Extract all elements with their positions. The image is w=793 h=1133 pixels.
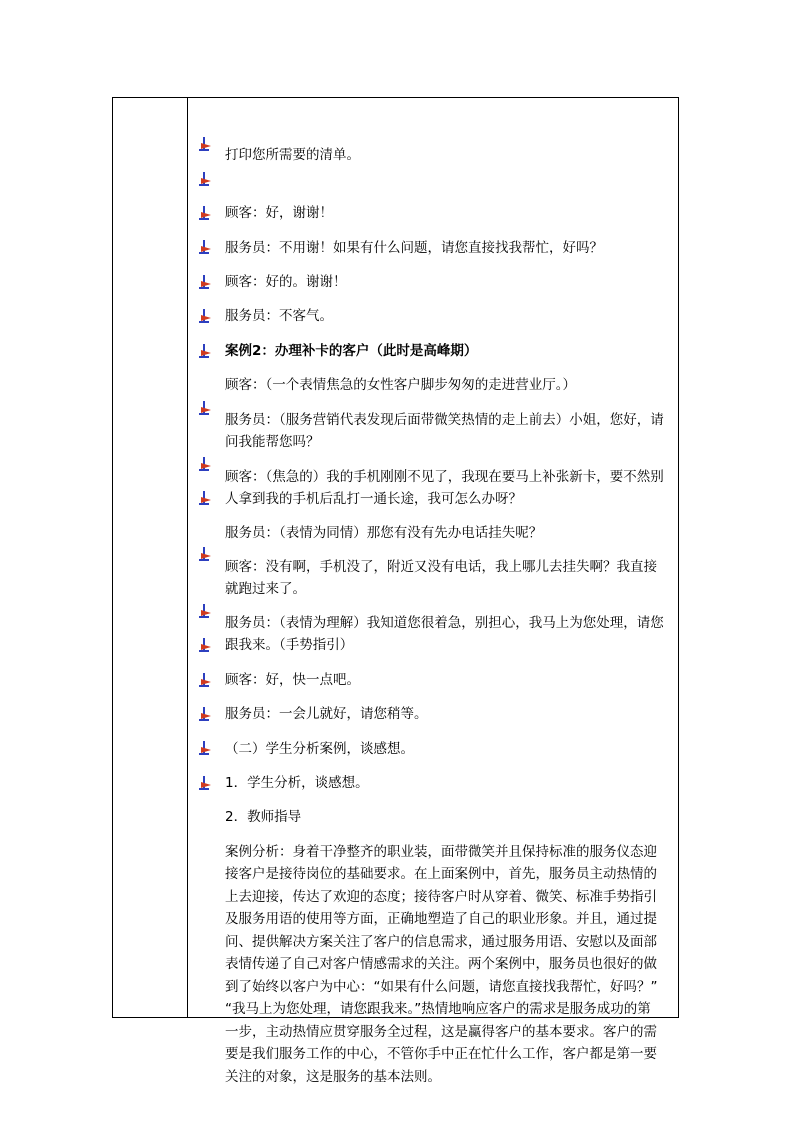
bullet-arrow-icon [197, 206, 213, 222]
bullet-arrow-icon [197, 457, 213, 473]
bullet-arrow-icon [197, 275, 213, 291]
line-text: 打印您所需要的清单。 [225, 147, 360, 163]
bullet-arrow-icon [197, 309, 213, 325]
line-text: 案例2：办理补卡的客户（此时是高峰期） [225, 342, 478, 359]
bullet-arrow-icon [197, 547, 213, 563]
line-text: 服务员：一会儿就好，请您稍等。 [225, 705, 428, 722]
bullet-arrow-icon [197, 137, 213, 153]
line-text: 顾客：好的。谢谢！ [225, 273, 347, 290]
left-column [113, 98, 188, 1017]
line-text: 2．教师指导 [225, 808, 302, 825]
bullet-arrow-icon [197, 240, 213, 256]
line-text: 服务员：（服务营销代表发现后面带微笑热情的走上前去）小姐，您好，请 问我能帮您吗？ [225, 411, 664, 450]
bullet-arrow-icon [197, 673, 213, 689]
line-text: 服务员：（表情为理解）我知道您很着急，别担心，我马上为您处理，请您 跟我来。（手势指引） [225, 614, 664, 653]
bullet-arrow-icon [197, 707, 213, 723]
line-text: 服务员：不用谢！如果有什么问题，请您直接找我帮忙，好吗？ [225, 239, 603, 256]
bullet-arrow-icon [197, 604, 213, 620]
line-text: 案例分析：身着干净整齐的职业装，面带微笑并且保持标准的服务仪态迎 接客户是接待岗位的基础要求。在上面案例中，首先，服务员主动热情的 上去迎接，传达了欢迎的态度；接待客户时从穿着、微笑、标准手势指引 及服务用语的使用等方面，正确地塑造了自己的职业形象。并且，通过提 问、提供解决方案关注了客户的信息需求，通过服务用语、安慰以及面部 表情传递了自己对客户情感需求的关注。两个案例中，服务员也很好的做 到了始终以客户为中心：“如果有什么问题，请您直接找我帮忙，好吗？” “我马上为您处理，请您跟我来。”热情地响应客户的需求是服务成功的第 一步，主动热情应贯穿服务全过程，这是赢得客户的基本要求。客户的需 要是我们服务工作的中心，不管你手中正在忙什么工作，客户都是第一要 关注的对象，这是服务的基本法则。 [225, 843, 658, 1085]
line-text: 顾客：好，谢谢！ [225, 204, 333, 221]
bullet-arrow-icon [197, 741, 213, 757]
bullet-arrow-icon [197, 638, 213, 654]
line-text: 1．学生分析，谈感想。 [225, 774, 369, 791]
case-analysis-paragraph [197, 773, 673, 1133]
line-text: 服务员：（表情为同情）那您有没有先办电话挂失呢？ [225, 524, 543, 541]
line-text: 服务员：不客气。 [225, 307, 333, 324]
line-text: 顾客：没有啊，手机没了，附近又没有电话，我上哪儿去挂失啊？我直接 就跑过来了。 [225, 558, 657, 597]
bullet-arrow-icon [197, 344, 213, 360]
bullet-arrow-icon [197, 172, 213, 188]
line-text: 顾客：（一个表情焦急的女性客户脚步匆匆的走进营业厅。） [225, 376, 576, 393]
line-text: （二）学生分析案例，谈感想。 [225, 740, 414, 757]
content-table [112, 97, 679, 1085]
bullet-arrow-icon [197, 491, 213, 507]
bullet-arrow-icon [197, 776, 213, 792]
line-text: 顾客：（焦急的）我的手机刚刚不见了，我现在要马上补张新卡，要不然别 人拿到我的手机后乱打一通长途，我可怎么办呀？ [225, 468, 664, 507]
line-text: 顾客：好，快一点吧。 [225, 671, 360, 688]
bullet-arrow-icon [197, 401, 213, 417]
right-column [189, 98, 678, 1085]
